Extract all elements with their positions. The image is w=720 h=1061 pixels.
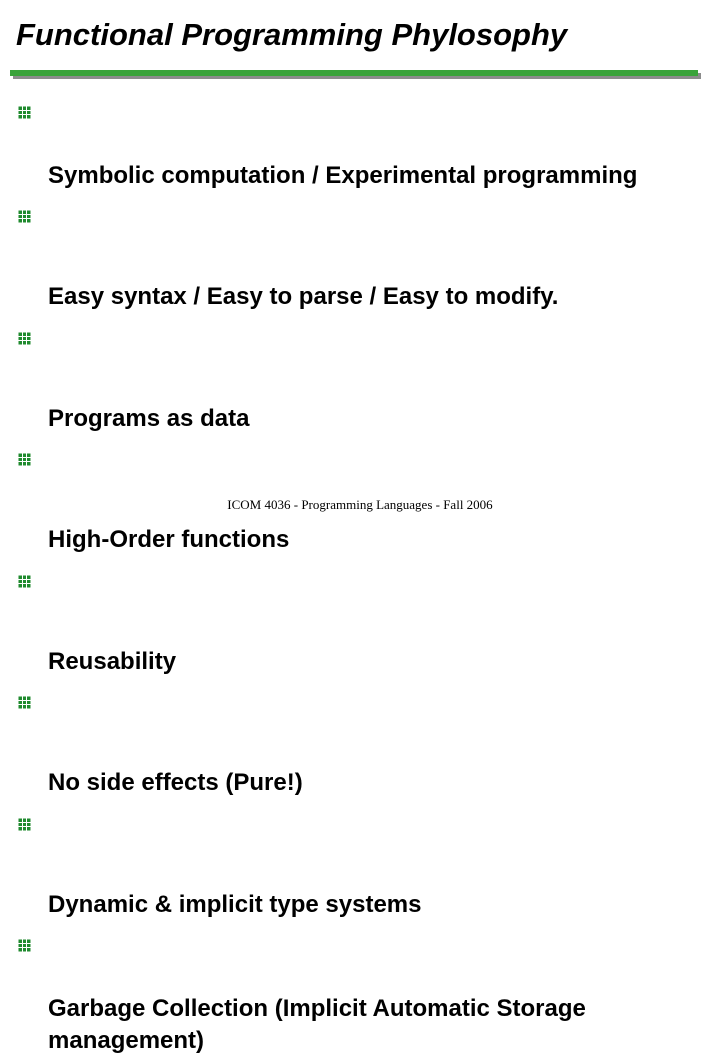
bullet-text: Garbage Collection (Implicit Automatic Storage management)	[48, 995, 586, 1054]
bullet-item	[18, 561, 698, 683]
square-bullet-icon	[18, 210, 31, 223]
bullet-text: Dynamic & implicit type systems	[48, 890, 422, 918]
bullet-text: No side effects (Pure!)	[48, 769, 303, 796]
square-bullet-icon	[18, 106, 31, 119]
square-bullet-icon	[18, 453, 31, 466]
bullet-text: Easy syntax / Easy to parse / Easy to modify.	[48, 283, 559, 310]
square-bullet-icon	[18, 818, 31, 831]
bullet-list	[18, 92, 698, 1061]
title-rule	[10, 70, 698, 76]
slide-footer: ICOM 4036 - Programming Languages - Fall 2006	[227, 497, 493, 512]
square-bullet-icon	[18, 696, 31, 709]
bullet-item	[18, 318, 698, 440]
bullet-item	[18, 929, 698, 1057]
square-bullet-icon	[18, 575, 31, 588]
square-bullet-icon	[18, 939, 31, 952]
slide-title: Functional Programming Phylosophy	[16, 17, 568, 52]
bullet-text: High-Order functions	[48, 526, 290, 553]
bullet-text: Reusability	[48, 647, 177, 675]
bullet-item	[18, 96, 698, 192]
bullet-text: Programs as data	[48, 404, 250, 432]
bullet-item	[18, 196, 698, 318]
bullet-text: Symbolic computation / Experimental programming	[48, 162, 638, 189]
bullet-item	[18, 804, 698, 926]
bullet-item	[18, 682, 698, 804]
square-bullet-icon	[18, 332, 31, 345]
